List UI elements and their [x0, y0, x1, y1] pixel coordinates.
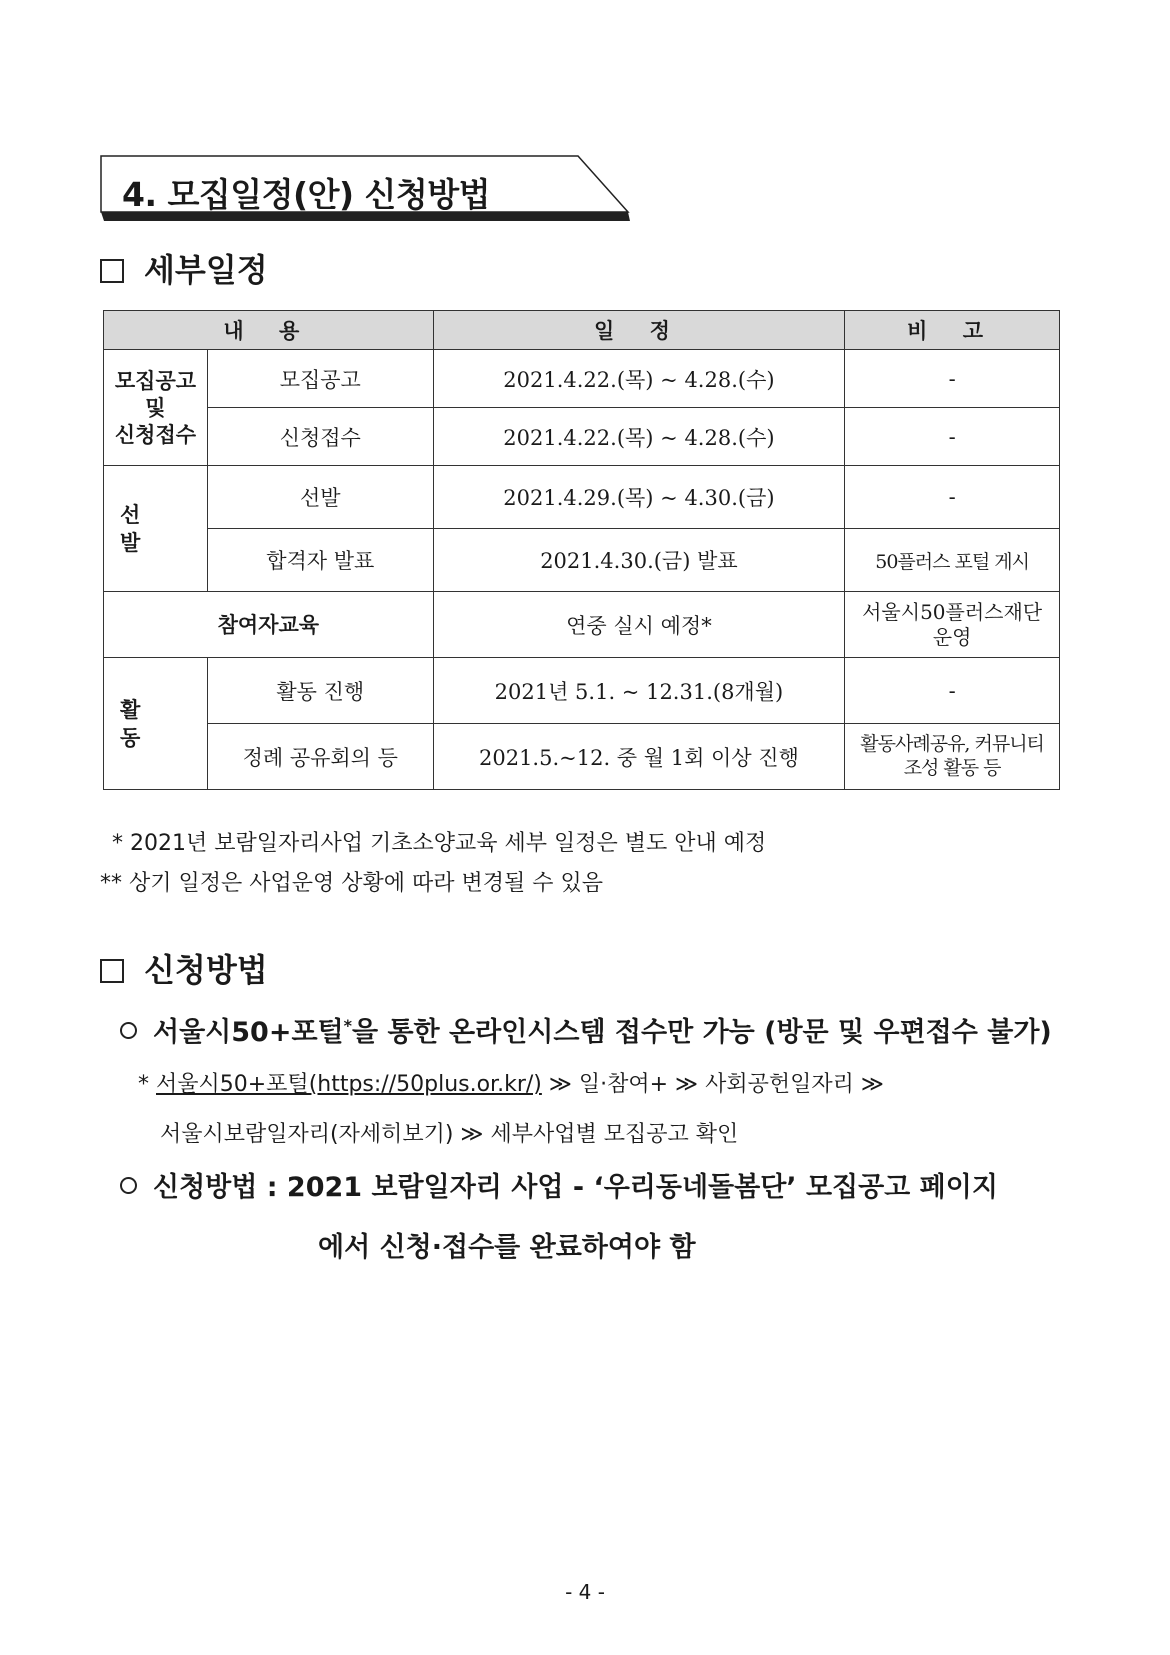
table-row	[104, 408, 1060, 466]
circle-bullet-icon	[120, 1177, 137, 1194]
group-activity: 활 동	[104, 658, 208, 790]
bullet1-text: 을 통한 온라인시스템 접수만 가능 (방문 및 우편접수 불가)	[351, 1017, 1052, 1048]
schedule-cell: 2021.5.~12. 중 월 1회 이상 진행	[433, 724, 845, 790]
footnote-2: ** 상기 일정은 사업운영 상황에 따라 변경될 수 있음	[100, 871, 603, 896]
note-cell: 50플러스 포털 게시	[845, 529, 1060, 592]
section-heading-method	[100, 945, 268, 991]
header-schedule: 일 정	[433, 311, 845, 350]
portal-path-2: 서울시보람일자리(자세히보기) ≫ 세부사업별 모집공고 확인	[160, 1122, 739, 1147]
header-note: 비 고	[845, 311, 1060, 350]
circle-bullet-icon	[120, 1022, 137, 1039]
note-cell: -	[845, 466, 1060, 529]
table-row	[104, 724, 1060, 790]
table-header-row	[104, 311, 1060, 350]
checkbox-icon	[100, 259, 124, 283]
bullet1-star: *	[343, 1016, 352, 1035]
table-row	[104, 466, 1060, 529]
table-row	[104, 658, 1060, 724]
item-cell: 선발	[207, 466, 433, 529]
schedule-cell: 2021.4.22.(목) ~ 4.28.(수)	[433, 408, 845, 466]
table-row	[104, 529, 1060, 592]
portal-path-1: ≫ 일·참여+ ≫ 사회공헌일자리 ≫	[541, 1072, 884, 1097]
group-selection: 선 발	[104, 466, 208, 592]
method-bullet-2	[120, 1165, 998, 1204]
table-row	[104, 592, 1060, 658]
checkbox-icon	[100, 959, 124, 983]
note-cell: 서울시50플러스재단 운영	[845, 592, 1060, 658]
schedule-table	[103, 310, 1060, 790]
note-cell: -	[845, 350, 1060, 408]
bullet2-line2: 에서 신청·접수를 완료하여야 함	[318, 1232, 696, 1263]
section-title-box	[100, 155, 630, 225]
footnote-1: * 2021년 보람일자리사업 기초소양교육 세부 일정은 별도 안내 예정	[112, 831, 767, 856]
bullet1-portal-text: 서울시50+포털	[153, 1017, 344, 1048]
schedule-cell: 2021.4.29.(목) ~ 4.30.(금)	[433, 466, 845, 529]
section-heading-schedule	[100, 245, 268, 291]
portal-path-note	[138, 1067, 884, 1098]
item-cell: 합격자 발표	[207, 529, 433, 592]
section-heading-label: 신청방법	[144, 951, 268, 989]
section-heading-label: 세부일정	[144, 251, 268, 289]
item-cell-education: 참여자교육	[104, 592, 434, 658]
sub-star: *	[138, 1072, 149, 1097]
item-cell: 활동 진행	[207, 658, 433, 724]
item-cell: 모집공고	[207, 350, 433, 408]
schedule-cell: 연중 실시 예정*	[433, 592, 845, 658]
item-cell: 신청접수	[207, 408, 433, 466]
note-cell: 활동사례공유, 커뮤니티 조성 활동 등	[845, 724, 1060, 790]
item-cell: 정례 공유회의 등	[207, 724, 433, 790]
page-number: - 4 -	[565, 1580, 605, 1604]
header-content: 내 용	[104, 311, 434, 350]
table-row	[104, 350, 1060, 408]
note-cell: -	[845, 658, 1060, 724]
bullet2-line1: 신청방법 : 2021 보람일자리 사업 - ‘우리동네돌봄단’ 모집공고 페이지	[153, 1172, 998, 1203]
schedule-cell: 2021.4.22.(목) ~ 4.28.(수)	[433, 350, 845, 408]
group-recruit: 모집공고 및 신청접수	[104, 350, 208, 466]
method-bullet-1	[120, 1010, 1052, 1049]
schedule-cell: 2021.4.30.(금) 발표	[433, 529, 845, 592]
schedule-cell: 2021년 5.1. ~ 12.31.(8개월)	[433, 658, 845, 724]
note-cell: -	[845, 408, 1060, 466]
page-title: 4. 모집일정(안) 신청방법	[122, 175, 491, 214]
portal-link[interactable]: 서울시50+포털(https://50plus.or.kr/)	[156, 1072, 542, 1097]
